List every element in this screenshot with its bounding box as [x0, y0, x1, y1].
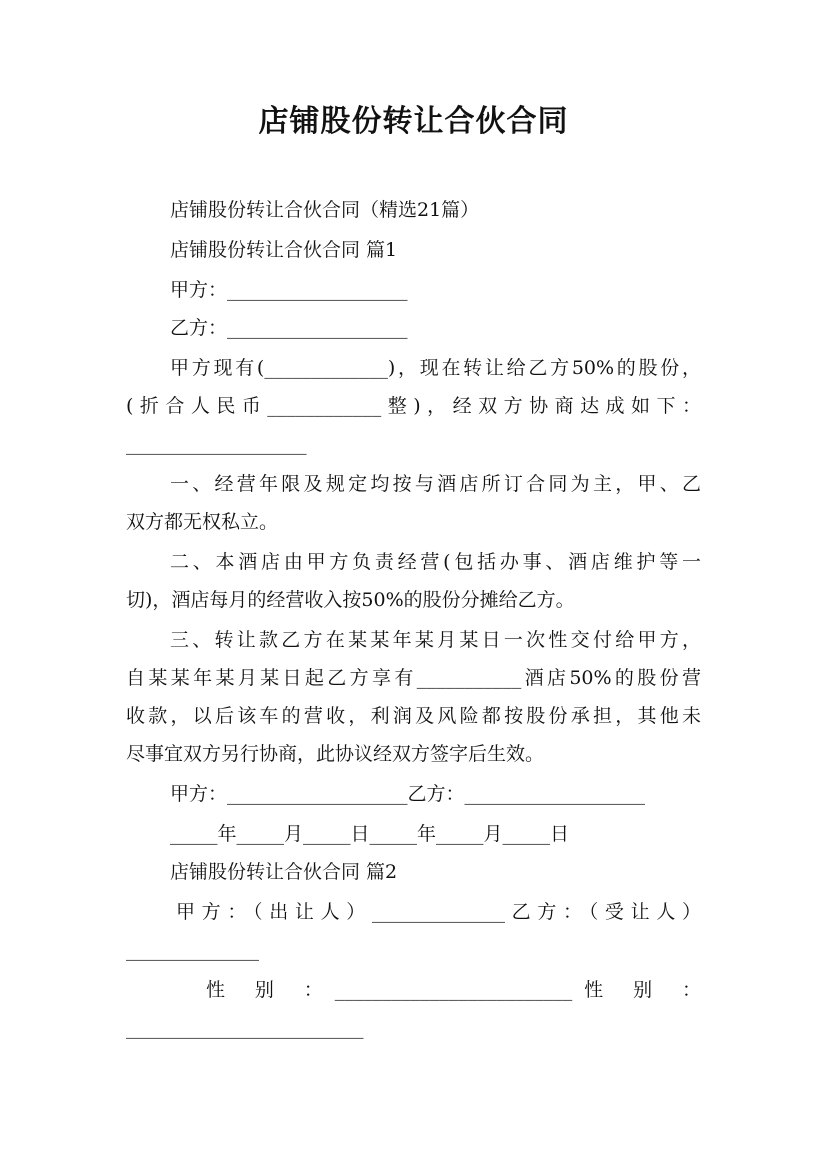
paragraph-line: (折合人民币____________整)，经双方协商达成如下： — [126, 395, 701, 417]
section-heading-2: 店铺股份转让合伙合同 篇2 — [170, 861, 398, 883]
clause-1-line: 一、经营年限及规定均按与酒店所订合同为主，甲、乙 — [170, 473, 701, 495]
transferor-line: 甲方：（出让人）______________乙方：（受让人） — [176, 901, 701, 923]
date-line: _____年_____月_____日_____年_____月_____日 — [170, 823, 570, 845]
clause-3-line: 收款，以后该车的营收，利润及风险都按股份承担，其他未 — [126, 705, 701, 727]
section-heading-1: 店铺股份转让合伙合同 篇1 — [170, 239, 398, 261]
gender-line: 性 别 ：_________________________性 别 ： — [206, 979, 701, 1001]
clause-3-line: 三、转让款乙方在某某年某月某日一次性交付给甲方， — [170, 629, 701, 651]
party-b-line: 乙方：___________________ — [170, 317, 408, 339]
signature-line: 甲方：___________________乙方：___________________ — [170, 783, 646, 805]
blank-line: _________________________ — [126, 1017, 364, 1039]
clause-1-line: 双方都无权私立。 — [126, 511, 279, 533]
blank-line: ______________ — [126, 939, 259, 961]
clause-3-line: 自某某年某月某日起乙方享有___________酒店50%的股份营 — [126, 667, 701, 689]
party-a-line: 甲方：___________________ — [170, 279, 408, 301]
clause-3-line: 尽事宜双方另行协商，此协议经双方签字后生效。 — [126, 743, 545, 765]
blank-line: ___________________ — [126, 433, 307, 455]
subtitle-line: 店铺股份转让合伙合同（精选21篇） — [170, 199, 480, 221]
clause-2-line: 二、本酒店由甲方负责经营(包括办事、酒店维护等一 — [170, 551, 701, 573]
clause-2-line: 切)，酒店每月的经营收入按50%的股份分摊给乙方。 — [126, 589, 575, 611]
paragraph-line: 甲方现有(_____________)，现在转让给乙方50%的股份， — [170, 357, 701, 379]
document-title: 店铺股份转让合伙合同 — [258, 104, 569, 139]
